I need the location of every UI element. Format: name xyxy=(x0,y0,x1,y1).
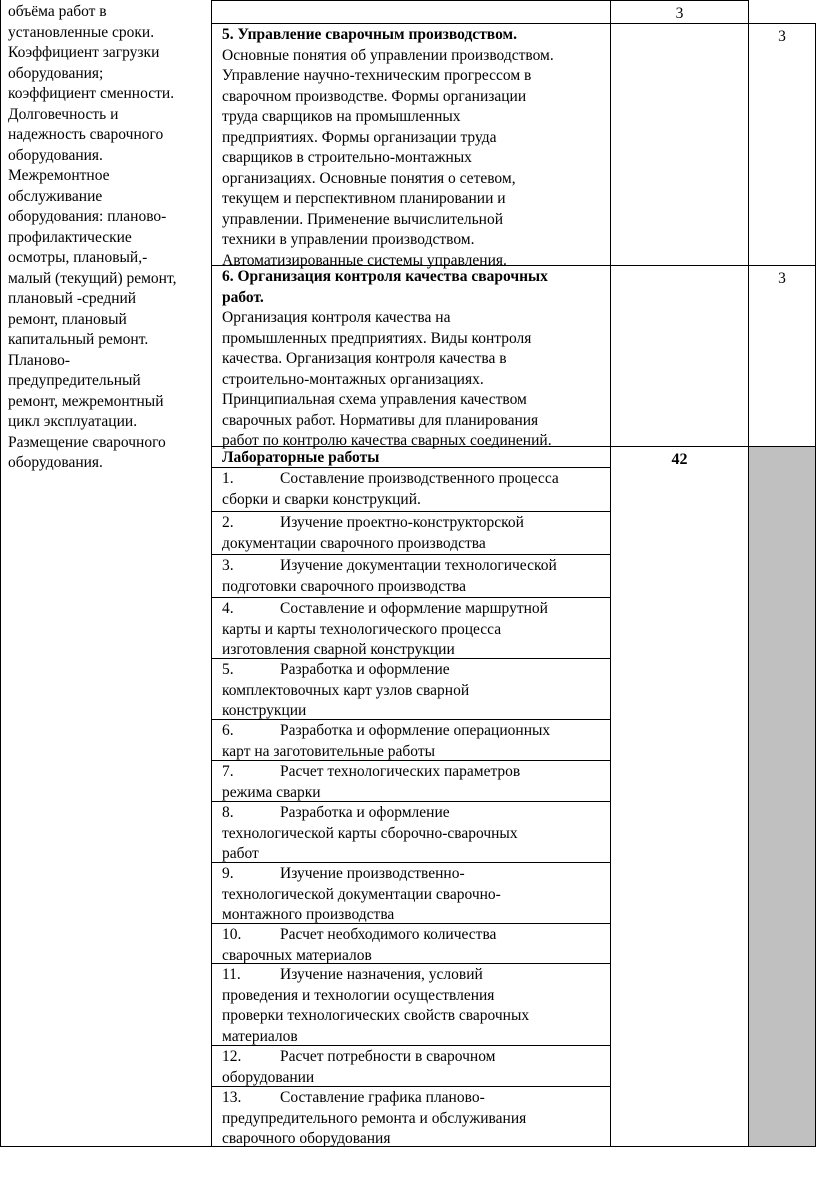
lab-item-number: 7. xyxy=(222,763,234,780)
lab-item-number: 11. xyxy=(222,966,241,983)
section6-line: сварочных работ. Нормативы для планирования xyxy=(222,411,539,429)
lab-item-first-line xyxy=(222,556,557,577)
lab-item-first-line xyxy=(222,925,496,946)
lab-item-number: 13. xyxy=(222,1089,242,1106)
left-column-line: Размещение сварочного xyxy=(8,433,166,451)
lab-item-title: Разработка и оформление xyxy=(280,804,450,821)
lab-item-first-line xyxy=(222,965,529,986)
lab-item xyxy=(222,556,557,597)
left-column-line: надежность сварочного xyxy=(8,126,164,143)
lab-item-line: карты и карты технологического процесса xyxy=(222,620,502,638)
left-column-line: предупредительный xyxy=(8,372,141,389)
left-column-line: Межремонтное xyxy=(8,167,110,184)
lab-item-number: 12. xyxy=(222,1048,242,1065)
left-column-line: осмотры, плановый,- xyxy=(8,249,148,266)
left-column-line: Коэффициент загрузки xyxy=(8,44,160,61)
lab-item-first-line xyxy=(222,660,469,681)
section6-line: работ по контролю качества сварных соединений. xyxy=(222,432,552,449)
section6-line: промышленных предприятиях. Виды контроля xyxy=(222,329,532,347)
lab-item-line: проверки технологических свойств сварочных xyxy=(222,1007,530,1024)
lab-item-title: Расчет технологических параметров xyxy=(280,763,521,780)
lab-item-line: работ xyxy=(222,845,259,862)
shaded-cell xyxy=(749,447,815,1147)
lab-item xyxy=(222,721,550,762)
section6-line: Принципиальная схема управления качеством xyxy=(222,391,527,408)
lab-item-number: 3. xyxy=(222,557,234,574)
table-border-col3 xyxy=(748,0,749,1147)
left-column-line: обслуживание xyxy=(8,187,103,205)
left-column-line: малый (текущий) ремонт, xyxy=(8,269,177,287)
lab-item xyxy=(222,469,559,510)
table-border-col1 xyxy=(211,0,212,1147)
lab-item-number: 4. xyxy=(222,600,234,617)
lab-item-first-line xyxy=(222,721,550,742)
table-border-left xyxy=(0,0,1,1147)
section5-level: 3 xyxy=(778,28,786,45)
lab-item-first-line xyxy=(222,803,518,824)
section6-body xyxy=(222,308,552,452)
lab-item xyxy=(222,762,520,803)
section5-body xyxy=(222,46,554,272)
section5-line: управлении. Применение вычислительной xyxy=(222,210,504,228)
lab-item-first-line xyxy=(222,469,559,490)
left-column-line: оборудования. xyxy=(8,146,103,164)
lab-item-line: предупредительного ремонта и обслуживания xyxy=(222,1109,527,1127)
table-border-col2 xyxy=(610,0,611,1147)
section5-line: труда сварщиков на промышленных xyxy=(222,108,461,125)
left-column-line: коэффициент сменности. xyxy=(8,85,175,102)
lab-item xyxy=(222,864,501,926)
lab-item-title: Составление производственного процесса xyxy=(280,470,559,487)
lab-item-first-line xyxy=(222,864,501,885)
lab-item-number: 1. xyxy=(222,470,234,487)
lab-item xyxy=(222,660,469,722)
lab-item-first-line xyxy=(222,762,520,783)
lab-item xyxy=(222,803,518,865)
lab-item-title: Изучение назначения, условий xyxy=(280,966,483,983)
lab-item-line: режима сварки xyxy=(222,783,321,801)
lab-item-line: монтажного производства xyxy=(222,906,395,923)
section5-line: сварщиков в строительно-монтажных xyxy=(222,149,472,166)
lab-item-line: материалов xyxy=(222,1027,298,1045)
left-column-line: оборудования; xyxy=(8,64,104,82)
left-column-line: Планово- xyxy=(8,351,70,369)
section6-level: 3 xyxy=(778,270,786,287)
lab-item-line: документации сварочного производства xyxy=(222,534,486,552)
section5-line: техники в управлении производством. xyxy=(222,231,475,248)
lab-item-line: технологической карты сборочно-сварочных xyxy=(222,824,518,842)
lab-item-first-line xyxy=(222,1088,526,1109)
lab-item-line: комплектовочных карт узлов сварной xyxy=(222,681,470,699)
section6-title-line: 6. Организация контроля качества сварочных xyxy=(222,268,548,285)
section6-line: Организация контроля качества на xyxy=(222,309,451,326)
lab-item-line: сборки и сварки конструкций. xyxy=(222,490,421,508)
lab-item-number: 5. xyxy=(222,661,234,678)
section5-line: Основные понятия об управлении производством. xyxy=(222,46,554,64)
lab-item-title: Составление и оформление маршрутной xyxy=(280,600,548,617)
lab-item xyxy=(222,513,524,554)
left-column-text xyxy=(8,2,176,474)
section6-line: качества. Организация контроля качества в xyxy=(222,350,507,367)
labs-hours: 42 xyxy=(671,451,688,468)
section5-line: Управление научно-техническим прогрессом в xyxy=(222,67,532,84)
left-column-line: ремонт, плановый xyxy=(8,310,127,328)
left-column-line: Долговечность и xyxy=(8,105,119,123)
lab-item-number: 10. xyxy=(222,926,242,943)
lab-item-title: Изучение документации технологической xyxy=(280,557,557,574)
lab-item xyxy=(222,1047,496,1088)
lab-item-line: подготовки сварочного производства xyxy=(222,577,467,595)
row-border-lab3 xyxy=(211,597,611,598)
row-border-lab1 xyxy=(211,511,611,512)
lab-item-line: конструкции xyxy=(222,702,307,719)
lab-item-line: карт на заготовительные работы xyxy=(222,742,436,760)
header-hours: 3 xyxy=(675,5,684,22)
lab-item-title: Разработка и оформление операционных xyxy=(280,722,551,739)
labs-title: Лабораторные работы xyxy=(222,449,380,466)
section5-line: Автоматизированные системы управления. xyxy=(222,251,507,269)
lab-item xyxy=(222,1088,526,1150)
left-column-line: оборудования: планово- xyxy=(8,208,167,225)
lab-item-line: проведения и технологии осуществления xyxy=(222,986,495,1004)
lab-item-line: оборудовании xyxy=(222,1068,315,1086)
lab-item-line: сварочных материалов xyxy=(222,946,372,964)
left-column-line: плановый -средний xyxy=(8,290,137,307)
left-column-line: капитальный ремонт. xyxy=(8,331,149,348)
section5-line: текущем и перспективном планировании и xyxy=(222,190,506,207)
lab-item-number: 6. xyxy=(222,722,234,739)
left-column-line: цикл эксплуатации. xyxy=(8,413,138,430)
lab-item xyxy=(222,965,529,1047)
lab-item-title: Разработка и оформление xyxy=(280,661,450,678)
lab-item-title: Изучение проектно-конструкторской xyxy=(280,514,524,531)
section6-title-line: работ. xyxy=(222,288,264,306)
row-border-lab2 xyxy=(211,554,611,555)
section5-line: предприятиях. Формы организации труда xyxy=(222,128,497,146)
lab-item-title: Расчет необходимого количества xyxy=(280,926,497,943)
lab-item xyxy=(222,599,548,661)
row-border-top-mid xyxy=(211,0,749,1)
lab-item-first-line xyxy=(222,513,524,534)
lab-item-line: сварочного оборудования xyxy=(222,1130,391,1147)
lab-item-first-line xyxy=(222,599,548,620)
lab-item-line: изготовления сварной конструкции xyxy=(222,641,455,658)
section6-line: строительно-монтажных организациях. xyxy=(222,370,484,388)
lab-item-number: 9. xyxy=(222,865,234,882)
lab-item-number: 8. xyxy=(222,804,234,821)
section5-line: сварочном производстве. Формы организации xyxy=(222,87,527,105)
lab-item-first-line xyxy=(222,1047,496,1068)
section5-title: 5. Управление сварочным производством. xyxy=(222,26,517,43)
lab-item-title: Расчет потребности в сварочном xyxy=(280,1048,496,1065)
lab-item-number: 2. xyxy=(222,514,234,531)
lab-item-line: технологической документации сварочно- xyxy=(222,885,501,903)
section5-cell xyxy=(222,25,554,271)
lab-item xyxy=(222,925,496,966)
left-column-line: объёма работ в xyxy=(8,3,107,20)
lab-item-title: Составление графика планово- xyxy=(280,1089,485,1106)
section6-cell xyxy=(222,267,552,452)
left-column-line: оборудования. xyxy=(8,454,103,471)
left-column-line: профилактические xyxy=(8,228,132,246)
left-column-line: ремонт, межремонтный xyxy=(8,392,164,410)
section6-title xyxy=(222,267,552,308)
left-column-line: установленные сроки. xyxy=(8,23,155,41)
lab-item-title: Изучение производственно- xyxy=(280,865,465,882)
section5-line: организациях. Основные понятия о сетевом, xyxy=(222,169,516,187)
